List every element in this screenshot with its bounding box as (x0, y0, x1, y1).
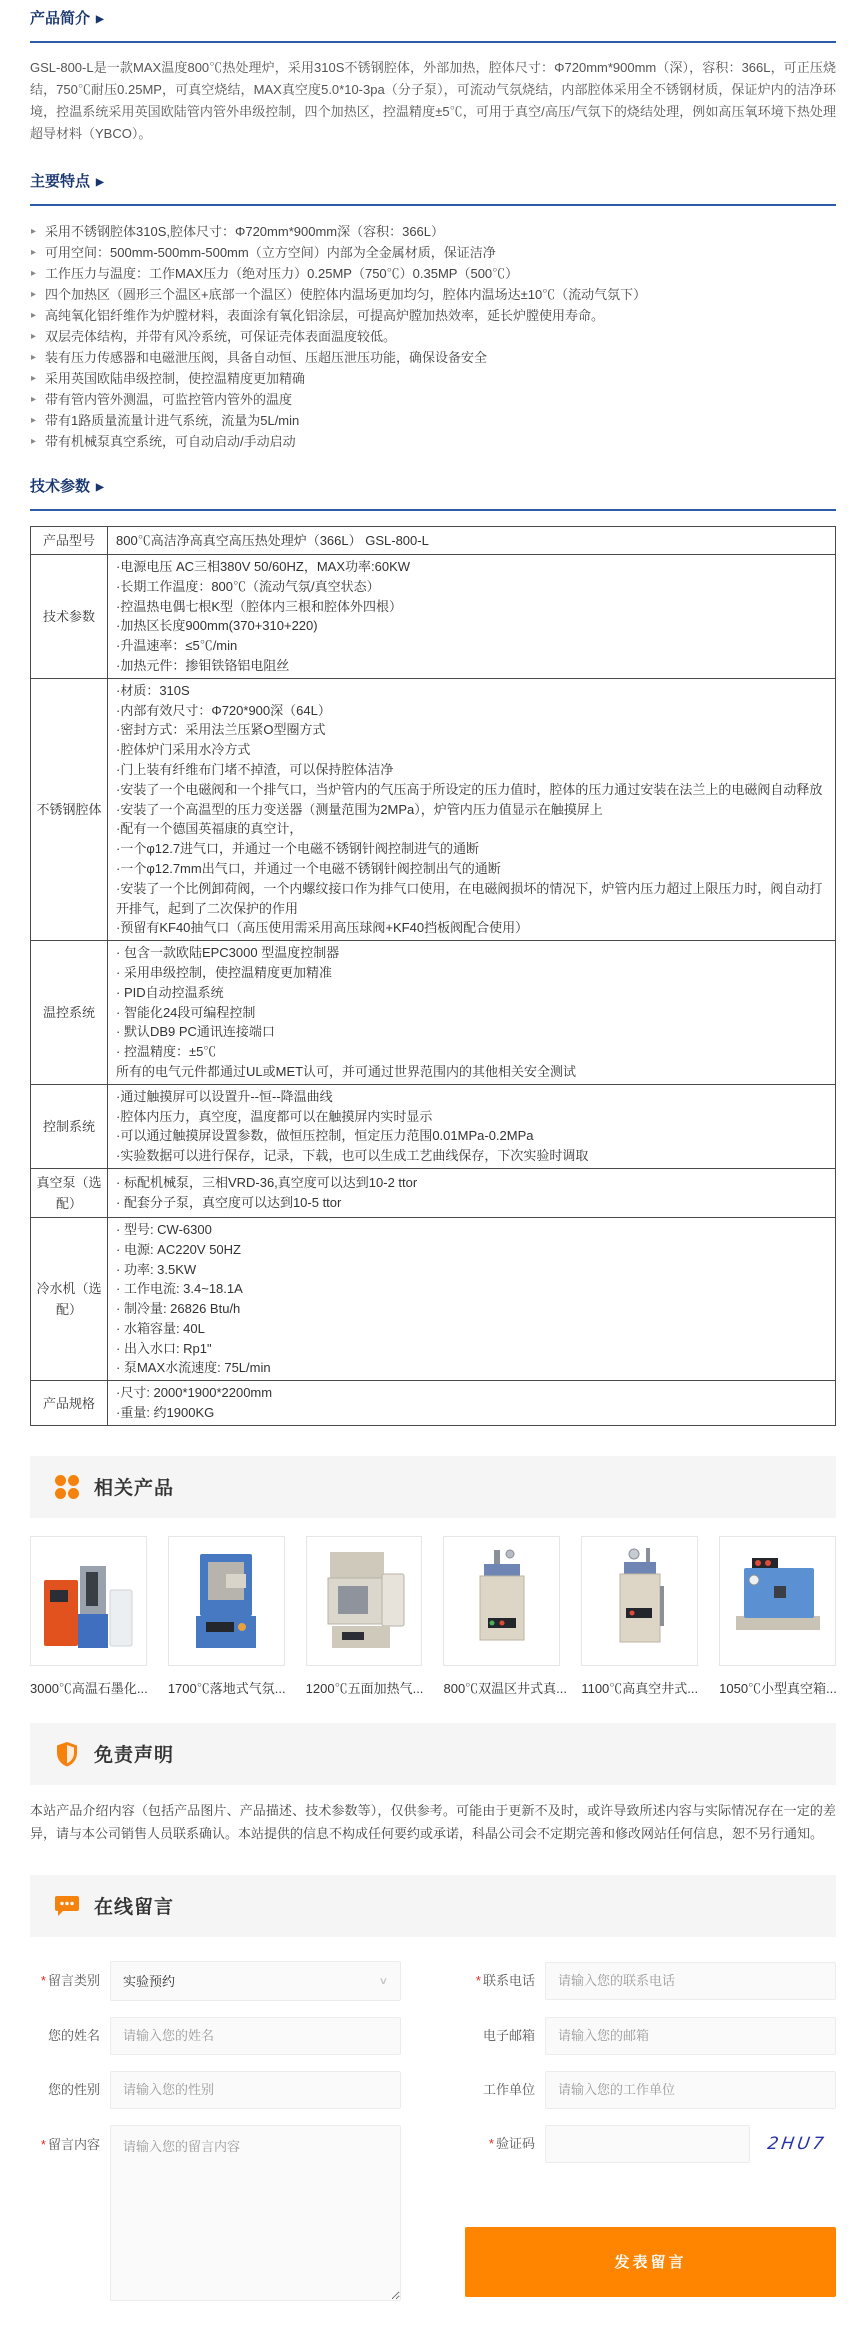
section-title-features (30, 173, 836, 206)
spec-line: ·长期工作温度：800℃（流动气氛/真空状态） (116, 578, 380, 594)
name-label: 您的姓名 (47, 2027, 100, 2043)
related-products-title: 相关产品 (94, 1478, 175, 1500)
bullet-icon: ▸ (31, 394, 37, 405)
feature-item (30, 305, 836, 326)
feature-text: 采用不锈钢腔体310S,腔体尺寸：Φ720mm*900mm深（容积：366L） (45, 224, 445, 239)
shield-icon (54, 1741, 80, 1767)
spec-line: ·安装了一个电磁阀和一个排气口，当炉管内的气压高于所设定的压力值时，腔体的压力通过安装在法兰上的电磁阀自动释放 (116, 781, 823, 797)
form-row-captcha-submit (465, 2125, 836, 2301)
feature-item (30, 263, 836, 284)
product-image (719, 1536, 836, 1666)
spec-line: ·配有一个德国英福康的真空计， (116, 821, 303, 837)
required-mark: * (40, 2136, 46, 2152)
product-name[interactable]: 1700℃落地式气氛... (167, 1680, 286, 1696)
product-image (443, 1536, 560, 1666)
spec-line: ·一个φ12.7mm出气口，并通过一个电磁不锈钢针阀控制出气的通断 (116, 860, 501, 876)
name-input[interactable] (110, 2017, 401, 2055)
section-title-intro-text: 产品简介 (30, 10, 91, 27)
product-name[interactable]: 800℃双温区井式真... (443, 1680, 568, 1696)
arrow-right-icon: ▶ (96, 14, 104, 25)
message-category-select[interactable] (110, 1961, 401, 2001)
product-card[interactable] (168, 1536, 285, 1697)
spec-line: ·腔体炉门采用水冷方式 (116, 742, 251, 758)
feature-item (30, 410, 836, 431)
spec-row-label: 温控系统 (31, 941, 108, 1085)
bullet-icon: ▸ (31, 331, 37, 342)
feature-text: 四个加热区（圆形三个温区+底部一个温区）使腔体内温场更加均匀，腔体内温场达±10℃（流动气氛下） (45, 287, 647, 302)
related-products-row (30, 1536, 836, 1697)
product-image (306, 1536, 423, 1666)
gender-input[interactable] (110, 2071, 401, 2109)
feature-item (30, 284, 836, 305)
required-mark: * (488, 2135, 494, 2151)
spec-table (30, 526, 836, 1426)
feature-item (30, 431, 836, 452)
spec-line: ·重量: 约1900KG (116, 1405, 215, 1421)
spec-line: ·控温热电偶七根K型（腔体内三根和腔体外四根） (116, 598, 403, 614)
form-row-email (465, 2017, 836, 2055)
product-name[interactable]: 1050℃小型真空箱... (719, 1680, 837, 1696)
feature-text: 可用空间：500mm-500mm-500mm（立方空间）内部为全金属材质，保证洁净 (45, 245, 496, 260)
spec-line: ·通过触摸屏可以设置升--恒--降温曲线 (116, 1088, 333, 1104)
spec-line: ·内部有效尺寸：Φ720*900深（64L） (116, 702, 331, 718)
section-title-specs-text: 技术参数 (30, 478, 91, 495)
spec-row-label: 产品规格 (31, 1381, 108, 1426)
spec-line: ·一个φ12.7进气口，并通过一个电磁不锈钢针阀控制进气的通断 (116, 841, 480, 857)
feature-item (30, 389, 836, 410)
spec-line: · 制冷量: 26826 Btu/h (116, 1301, 241, 1317)
form-row-message (30, 2125, 401, 2301)
table-row (31, 1217, 836, 1380)
spec-line: · 配套分子泵，真空度可以达到10-5 ttor (116, 1194, 342, 1210)
spec-line: ·电源电压 AC三相380V 50/60HZ，MAX功率:60KW (116, 559, 411, 574)
feature-text: 工作压力与温度：工作MAX压力（绝对压力）0.25MP（750℃）0.35MP（500℃） (45, 266, 519, 281)
arrow-right-icon: ▶ (96, 482, 104, 493)
bullet-icon: ▸ (31, 247, 37, 258)
spec-line: ·实验数据可以进行保存，记录，下载，也可以生成工艺曲线保存，下次实验时调取 (116, 1148, 589, 1164)
spec-line: ·安装了一个比例卸荷阀，一个内螺纹接口作为排气口使用，在电磁阀损坏的情况下，炉管内压力超过上限压力时，阀自动打开排气，起到了二次保护的作用 (116, 880, 823, 916)
form-row-category (30, 1961, 401, 2001)
product-name[interactable]: 1200℃五面加热气... (305, 1680, 424, 1696)
category-label: * 留言类别 (40, 1972, 100, 1988)
spec-line: · 智能化24段可编程控制 (116, 1004, 256, 1020)
required-mark: * (40, 1972, 46, 1988)
bullet-icon: ▸ (31, 226, 37, 237)
feature-list (30, 221, 836, 452)
feature-item (30, 368, 836, 389)
spec-line: · 默认DB9 PC通讯连接端口 (116, 1024, 275, 1040)
form-row-company (465, 2071, 836, 2109)
captcha-code[interactable]: 2HU7 (766, 2133, 828, 2154)
table-row (31, 1084, 836, 1168)
feature-text: 双层壳体结构，并带有风冷系统，可保证壳体表面温度较低。 (45, 329, 397, 344)
feature-text: 带有管内管外测温，可监控管内管外的温度 (45, 392, 293, 407)
feature-item (30, 221, 836, 242)
spec-line: · 工作电流: 3.4~18.1A (116, 1281, 243, 1297)
spec-line: · 水箱容量: 40L (116, 1320, 205, 1336)
message-title: 在线留言 (94, 1897, 175, 1919)
spec-row-label: 不锈钢腔体 (31, 678, 108, 940)
spec-line: ·预留有KF40抽气口（高压使用需采用高压球阀+KF40挡板阀配合使用） (116, 920, 529, 936)
section-title-specs (30, 478, 836, 511)
spec-line: ·尺寸: 2000*1900*2200mm (116, 1385, 273, 1401)
table-row (31, 527, 836, 555)
bullet-icon: ▸ (31, 289, 37, 300)
feature-item (30, 326, 836, 347)
disclaimer-paragraph: 本站产品介绍内容（包括产品图片、产品描述、技术参数等），仅供参考。可能由于更新不及时，或许导致所述内容与实际情况存在一定的差异，请与本公司销售人员联系确认。本站提供的信息不构成任何要约或承诺，科晶公司会不定期完善和修改网站任何信息，恕不另行通知。 (30, 1802, 836, 1841)
submit-message-button[interactable]: 发表留言 (465, 2227, 836, 2297)
related-products-icon (54, 1474, 80, 1500)
spec-line: ·可以通过触摸屏设置参数，做恒压控制，恒定压力范围0.01MPa-0.2MPa (116, 1128, 534, 1144)
feature-text: 装有压力传感器和电磁泄压阀，具备自动恒、压超压泄压功能，确保设备安全 (45, 350, 488, 365)
spec-line: · 电源: AC220V 50HZ (116, 1241, 241, 1257)
product-image (168, 1536, 285, 1666)
phone-input[interactable] (545, 1962, 836, 2000)
bullet-icon: ▸ (31, 268, 37, 279)
spec-line: · 控温精度：±5℃ (116, 1044, 217, 1060)
chevron-down-icon: ∨ (378, 1974, 388, 1987)
spec-line: ·升温速率：≤5℃/min (116, 638, 238, 654)
gender-label: 您的性别 (47, 2081, 100, 2097)
spec-line: · 包含一款欧陆EPC3000 型温度控制器 (116, 945, 340, 961)
table-row (31, 1381, 836, 1426)
spec-line: · 标配机械泵，三相VRD-36,真空度可以达到10-2 ttor (116, 1175, 418, 1191)
feature-text: 带有机械泵真空系统，可自动启动/手动启动 (45, 434, 296, 449)
form-row-captcha (465, 2125, 836, 2163)
table-row (31, 941, 836, 1085)
feature-item (30, 347, 836, 368)
spec-line: ·门上装有纤维布门堵不掉渣，可以保持腔体洁净 (116, 761, 394, 777)
email-label: 电子邮箱 (482, 2027, 535, 2043)
spec-row-label: 产品型号 (31, 527, 108, 555)
spec-line: · 泵MAX水流速度: 75L/min (116, 1360, 271, 1376)
spec-line: · 型号: CW-6300 (116, 1221, 212, 1237)
product-card[interactable] (306, 1536, 423, 1697)
section-title-features-text: 主要特点 (30, 173, 91, 190)
form-row-gender (30, 2071, 401, 2109)
form-row-phone (465, 1961, 836, 2001)
disclaimer-header (30, 1723, 836, 1785)
chat-bubble-icon (54, 1893, 80, 1919)
feature-text: 采用英国欧陆串级控制，使控温精度更加精确 (45, 371, 306, 386)
section-title-intro (30, 10, 836, 43)
spec-line: ·材质：310S (116, 682, 190, 698)
bullet-icon: ▸ (31, 436, 37, 447)
captcha-input[interactable] (545, 2125, 750, 2163)
message-label: * 留言内容 (40, 2136, 100, 2152)
feature-text: 带有1路质量流量计进气系统，流量为5L/min (45, 413, 300, 428)
product-card[interactable] (30, 1536, 147, 1697)
bullet-icon: ▸ (31, 373, 37, 384)
spec-line: · 采用串级控制，使控温精度更加精准 (116, 964, 332, 980)
spec-line: ·密封方式：采用法兰压紧O型圈方式 (116, 722, 326, 738)
product-name[interactable]: 3000℃高温石墨化... (30, 1680, 148, 1696)
spec-line: 800℃高洁净高真空高压热处理炉（366L） GSL-800-L (116, 532, 429, 548)
product-image (581, 1536, 698, 1666)
email-input[interactable] (545, 2017, 836, 2055)
bullet-icon: ▸ (31, 310, 37, 321)
feature-text: 高纯氧化铝纤维作为炉膛材料，表面涂有氧化铝涂层，可提高炉膛加热效率，延长炉膛使用寿命。 (45, 308, 605, 323)
phone-label: * 联系电话 (475, 1972, 535, 1988)
spec-line: · PID自动控温系统 (116, 984, 224, 1000)
disclaimer-title: 免责声明 (94, 1745, 175, 1767)
feature-item (30, 242, 836, 263)
intro-paragraph: GSL-800-L是一款MAX温度800℃热处理炉，采用310S不锈钢腔体，外部加热，腔体尺寸：Φ720mm*900mm（深），容积：366L，可正压烧结，750℃耐压0.25MP，可真空烧结，MAX真空度5.0*10-3pa（分子泵），可流动气氛烧结，内部腔体采用全不锈钢材质，保证炉内的洁净环境，控温系统采用英国欧陆管内管外串级控制，四个加热区，控温精度±5℃，可用于真空/高压/气氛下的烧结处理，例如高压氧环境下热处理超导材料（YBCO）。 (30, 60, 836, 141)
message-form (30, 1961, 836, 2301)
product-image (30, 1536, 147, 1666)
captcha-label: * 验证码 (488, 2135, 535, 2151)
spec-line: ·安装了一个高温型的压力变送器（测量范围为2MPa），炉管内压力值显示在触摸屏上 (116, 801, 603, 817)
table-row (31, 555, 836, 679)
spec-line: · 功率: 3.5KW (116, 1261, 197, 1277)
spec-row-label: 冷水机（选配） (31, 1217, 108, 1380)
spec-row-label: 控制系统 (31, 1084, 108, 1168)
bullet-icon: ▸ (31, 415, 37, 426)
spec-line: ·加热区长度900mm(370+310+220) (116, 618, 318, 634)
spec-line: · 出入水口: Rp1" (116, 1340, 212, 1356)
form-row-name (30, 2017, 401, 2055)
spec-line: ·加热元件：掺钼铁铬铝电阻丝 (116, 657, 290, 673)
bullet-icon: ▸ (31, 352, 37, 363)
spec-line: 所有的电气元件都通过UL或MET认可，并可通过世界范围内的其他相关安全测试 (116, 1063, 577, 1079)
product-card[interactable] (443, 1536, 568, 1697)
product-name[interactable]: 1100℃高真空井式... (581, 1680, 699, 1696)
company-input[interactable] (545, 2071, 836, 2109)
product-card[interactable] (581, 1536, 698, 1697)
spec-line: ·腔体内压力，真空度，温度都可以在触摸屏内实时显示 (116, 1108, 433, 1124)
spec-row-label: 真空泵（选配） (31, 1168, 108, 1217)
category-selected-value: 实验预约 (123, 1974, 176, 1990)
spec-row-label: 技术参数 (31, 555, 108, 679)
company-label: 工作单位 (482, 2081, 535, 2097)
product-card[interactable] (719, 1536, 836, 1697)
message-textarea[interactable] (110, 2125, 401, 2301)
table-row (31, 678, 836, 940)
table-row (31, 1168, 836, 1217)
arrow-right-icon: ▶ (96, 177, 104, 188)
related-products-header (30, 1456, 836, 1518)
required-mark: * (475, 1972, 481, 1988)
message-header (30, 1875, 836, 1937)
